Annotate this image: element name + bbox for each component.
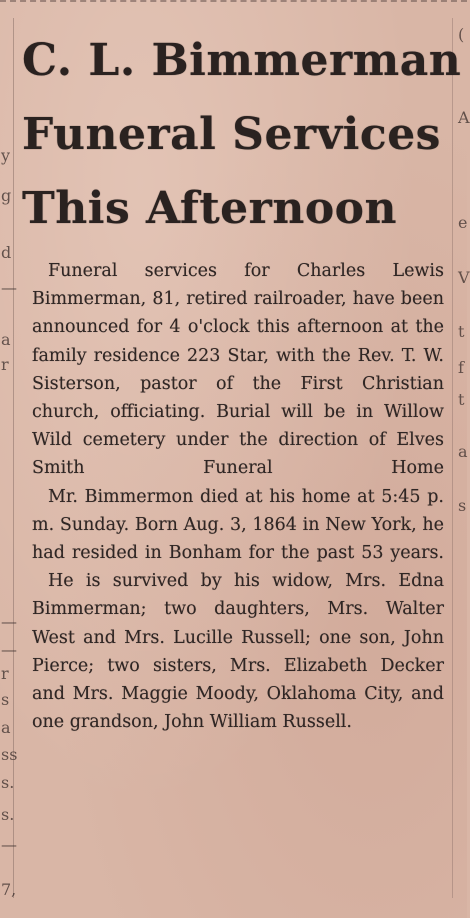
right-fragment: A — [458, 108, 470, 127]
left-fragment: s. — [1, 805, 15, 824]
article-paragraph: Funeral services for Charles Lewis Bimmerman, 81, retired railroader, have been announced for 4 o'clock this afternoon at the family residence 223 Star, with the Rev. T. W. Sisterson, pastor of the First Christian church, officiating. Burial will be in Willow Wild cemetery under the direction of Elves Smith Funeral Home — [32, 261, 444, 479]
left-fragment: s — [1, 690, 10, 709]
article-paragraph: Mr. Bimmermon died at his home at 5:45 p. m. Sunday. Born Aug. 3, 1864 in New York, he had resided in Bonham for the past 53 years. — [32, 486, 444, 564]
left-fragment: — — [1, 640, 17, 659]
article-paragraph: He is survived by his widow, Mrs. Edna Bimmerman; two daughters, Mrs. Walter West and Mrs. Lucille Russell; one son, John Pierce; two sisters, Mrs. Elizabeth Decker and Mrs. Maggie Moody, Oklahoma City, and one grandson, John William Russell. — [32, 571, 444, 733]
headline-line: Funeral Services — [22, 109, 441, 160]
headline-line: C. L. Bimmerman — [22, 35, 462, 86]
right-fragment: f — [458, 358, 464, 377]
left-fragment: a — [1, 330, 11, 349]
left-fragment: a — [1, 718, 11, 737]
right-fragment: a — [458, 442, 468, 461]
left-fragment: — — [1, 612, 17, 631]
left-fragment: s. — [1, 773, 15, 792]
left-fragment: r — [1, 355, 9, 374]
right-column-rule — [452, 18, 453, 898]
left-fragment: d — [1, 243, 12, 262]
left-fragment: r — [1, 664, 9, 683]
right-fragment: t — [458, 322, 465, 341]
article-body — [32, 257, 444, 736]
headline-line: This Afternoon — [22, 183, 398, 234]
left-fragment: — — [1, 278, 17, 297]
headline — [22, 24, 462, 246]
left-fragment: — — [1, 835, 17, 854]
right-fragment: t — [458, 390, 465, 409]
adjacent-left-column-fragments — [0, 0, 18, 918]
left-fragment: y — [1, 146, 11, 165]
right-fragment: V — [458, 268, 470, 287]
left-fragment: g — [1, 186, 12, 205]
left-fragment: ss — [1, 745, 18, 764]
top-rule — [0, 0, 467, 8]
adjacent-right-column-fragments — [455, 0, 470, 918]
right-fragment: s — [458, 496, 467, 515]
right-fragment: e — [458, 213, 468, 232]
left-fragment: 7, — [1, 880, 17, 899]
right-fragment: ( — [458, 25, 465, 44]
